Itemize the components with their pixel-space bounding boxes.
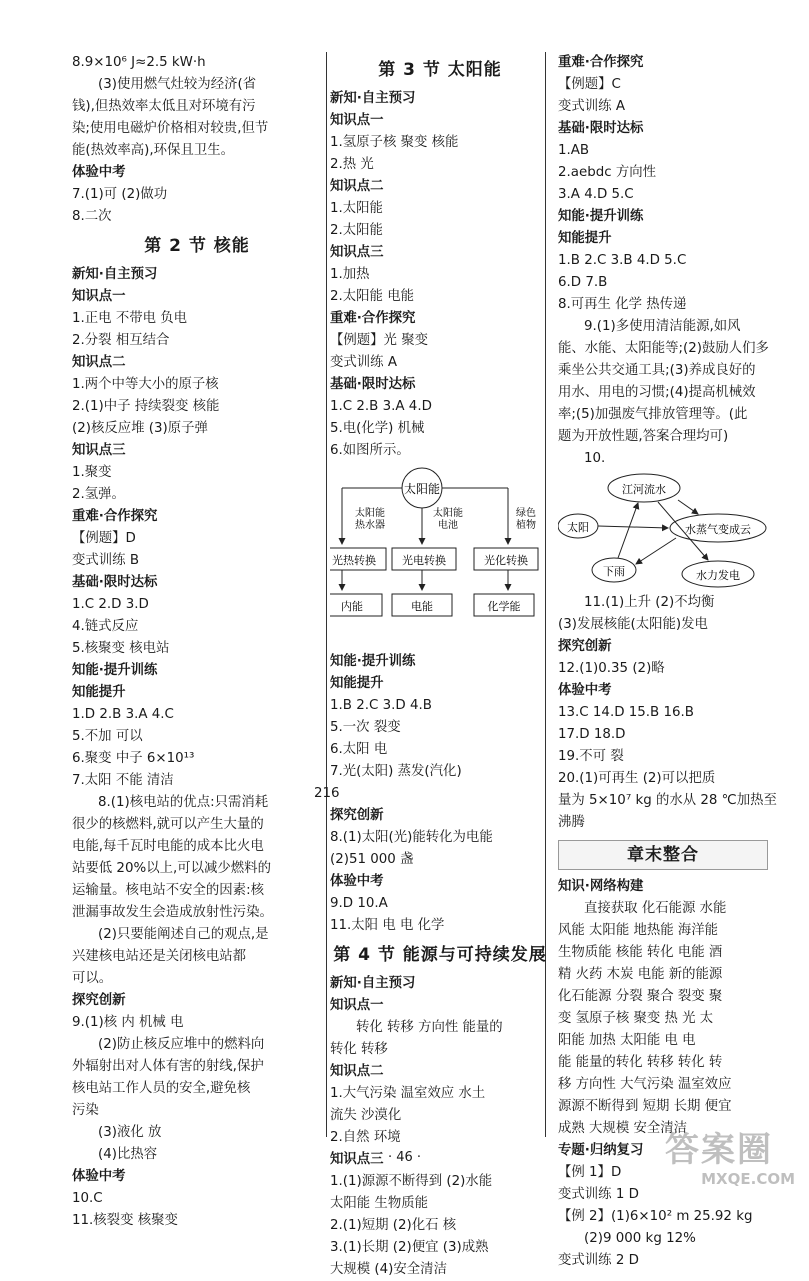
column-middle: [314, 52, 550, 1281]
answer-line: 用水、用电的习惯;(4)提高机械效: [558, 385, 756, 400]
answer-line: 5.一次 裂变: [330, 720, 401, 735]
answer-line: 8.二次: [72, 209, 112, 224]
section-heading: 知识点一: [330, 998, 384, 1013]
answer-line: (3)使用燃气灶较为经济(省: [98, 77, 257, 92]
section-heading: 知能·提升训练: [330, 654, 416, 669]
branch-label-1a: 太阳能: [355, 508, 385, 519]
answer-line: 变 氢原子核 聚变 热 光 太: [558, 1011, 714, 1026]
answer-line: 太阳能 生物质能: [330, 1196, 428, 1211]
section-heading: 体验中考: [72, 1169, 126, 1184]
answer-line: 【例 2】(1)6×10² m 25.92 kg: [558, 1209, 753, 1224]
column-left-lines: [72, 52, 322, 1232]
answer-line: 5.核聚变 核电站: [72, 641, 170, 656]
column-middle-lines-top: [330, 52, 550, 462]
answer-line: 3.(1)长期 (2)便宜 (3)成熟: [330, 1240, 489, 1255]
answer-line: 能 能量的转化 转移 转化 转: [558, 1055, 723, 1070]
answer-line: 13.C 14.D 15.B 16.B: [558, 705, 694, 720]
solar-center-label: 太阳能: [403, 482, 441, 496]
answer-line: 污染: [72, 1103, 99, 1118]
answer-line: 6.太阳 电: [330, 742, 388, 757]
answer-line: 运输量。核电站不安全的因素:核: [72, 883, 264, 898]
section-heading: 重难·合作探究: [558, 55, 644, 70]
answer-line: 1.加热: [330, 267, 370, 282]
branch-label-3b: 植物: [516, 520, 536, 531]
answer-line: 站要低 20%以上,可以减少燃料的: [72, 861, 271, 876]
node-cloud-label: 水蒸气变成云: [685, 523, 751, 536]
answer-line: 2.太阳能 电能: [330, 289, 414, 304]
answer-line: (4)比热容: [98, 1147, 158, 1162]
answer-line: 泄漏事故发生会造成放射性污染。: [72, 905, 273, 920]
answer-line: 核电站工作人员的安全,避免核: [72, 1081, 251, 1096]
answer-line: 1.氢原子核 聚变 核能: [330, 135, 459, 150]
section-heading: 专题·归纳复习: [558, 1143, 644, 1158]
node-hydro-label: 水力发电: [696, 569, 740, 582]
answer-line: 11.核裂变 核聚变: [72, 1213, 178, 1228]
answer-line: 5.电(化学) 机械: [330, 421, 425, 436]
bottom-label-1: 内能: [341, 600, 363, 613]
section-heading: 知识点三: [330, 245, 384, 260]
answer-line: 【例题】D: [72, 531, 136, 546]
section-heading: 探究创新: [72, 993, 126, 1008]
section-title: 第 3 节 太阳能: [378, 60, 502, 80]
section-heading: 知能提升: [330, 676, 384, 691]
section-heading: 知能·提升训练: [558, 209, 644, 224]
answer-line: 染;使用电磁炉价格相对较贵,但节: [72, 121, 269, 136]
answer-line: 变式训练 A: [558, 99, 625, 114]
section-heading: 基础·限时达标: [558, 121, 644, 136]
answer-line: 9.(1)多使用清洁能源,如风: [584, 319, 741, 334]
answer-line: 2.(1)中子 持续裂变 核能: [72, 399, 220, 414]
answer-line: 9.D 10.A: [330, 896, 388, 911]
answer-line: 2.aebdc 方向性: [558, 165, 657, 180]
answer-line: (3)液化 放: [98, 1125, 162, 1140]
answer-line: 可以。: [72, 971, 113, 986]
section-heading: 新知·自主预习: [330, 91, 416, 106]
answer-line: 源源不断得到 短期 长期 便宜: [558, 1099, 732, 1114]
answer-line: 大规模 (4)安全清洁: [330, 1262, 447, 1277]
mid-label-3: 光化转换: [484, 554, 528, 567]
answer-line: 7.太阳 不能 清洁: [72, 773, 174, 788]
node-rain-label: 下雨: [603, 565, 625, 578]
section-heading: 探究创新: [558, 639, 612, 654]
answer-line: 11.(1)上升 (2)不均衡: [584, 595, 715, 610]
answer-line: 能、水能、太阳能等;(2)鼓励人们多: [558, 341, 769, 356]
answer-line: (2)核反应堆 (3)原子弹: [72, 421, 208, 436]
answer-line: 乘坐公共交通工具;(3)养成良好的: [558, 363, 756, 378]
bottom-label-3: 化学能: [487, 600, 521, 613]
answer-line: 变式训练 A: [330, 355, 397, 370]
answer-line: 生物质能 核能 转化 电能 酒: [558, 945, 723, 960]
answer-line: 变式训练 B: [72, 553, 140, 568]
section-heading: 知识点一: [72, 289, 126, 304]
answer-line: 【例题】C: [558, 77, 621, 92]
answer-line: 10.C: [72, 1191, 103, 1206]
answer-line: 量为 5×10⁷ kg 的水从 28 ℃加热至: [558, 793, 777, 808]
column-divider-left: [326, 52, 327, 1137]
answer-line: 20.(1)可再生 (2)可以把质: [558, 771, 716, 786]
answer-line: 1.B 2.C 3.B 4.D 5.C: [558, 253, 687, 268]
section-heading: 知识点二: [72, 355, 126, 370]
solar-energy-diagram-svg: [330, 464, 540, 649]
answer-line: 阳能 加热 太阳能 电 电: [558, 1033, 696, 1048]
section-heading: 体验中考: [330, 874, 384, 889]
answer-line: 3.A 4.D 5.C: [558, 187, 634, 202]
mid-label-1: 光热转换: [332, 554, 376, 567]
answer-line: (2)51 000 盏: [330, 852, 414, 867]
solar-energy-diagram: [330, 464, 550, 649]
branch-label-3a: 绿色: [516, 508, 536, 519]
answer-line: 风能 太阳能 地热能 海洋能: [558, 923, 719, 938]
answer-line: (3)发展核能(太阳能)发电: [558, 617, 708, 632]
answer-line: 【例题】光 聚变: [330, 333, 428, 348]
answer-line: 【例 1】D: [558, 1165, 622, 1180]
column-middle-lines-bottom: [314, 651, 550, 1281]
answer-line: 6.如图所示。: [330, 443, 410, 458]
answer-line: 很少的核燃料,就可以产生大量的: [72, 817, 264, 832]
section-title: 章末整合: [558, 840, 768, 870]
watermark-line1: 答案圈: [665, 1130, 773, 1170]
answer-line: 216: [314, 786, 340, 801]
answer-line: 1.(1)源源不断得到 (2)水能: [330, 1174, 493, 1189]
answer-line: 4.链式反应: [72, 619, 139, 634]
answer-line: 1.聚变: [72, 465, 112, 480]
section-heading: 知能提升: [558, 231, 612, 246]
answer-line: 6.聚变 中子 6×10¹³: [72, 751, 195, 766]
node-sun-label: 太阳: [567, 521, 589, 534]
answer-line: 8.9×10⁶ J≈2.5 kW·h: [72, 55, 206, 70]
answer-line: 17.D 18.D: [558, 727, 626, 742]
section-heading: 知识点二: [330, 179, 384, 194]
section-heading: 基础·限时达标: [330, 377, 416, 392]
section-heading: 知识点一: [330, 113, 384, 128]
section-title: 第 2 节 核能: [144, 236, 250, 256]
answer-line: 1.大气污染 温室效应 水土: [330, 1086, 486, 1101]
answer-line: 9.(1)核 内 机械 电: [72, 1015, 184, 1030]
answer-line: 8.可再生 化学 热传递: [558, 297, 687, 312]
section-heading: 知识点二: [330, 1064, 384, 1079]
answer-line: 1.D 2.B 3.A 4.C: [72, 707, 174, 722]
section-heading: 基础·限时达标: [72, 575, 158, 590]
answer-line: 8.(1)核电站的优点:只需消耗: [98, 795, 269, 810]
column-right-lines-top: [558, 52, 768, 470]
water-cycle-diagram-svg: [558, 472, 768, 590]
answer-line: 外辐射出对人体有害的射线,保护: [72, 1059, 264, 1074]
branch-label-2b: 电池: [438, 520, 458, 531]
section-heading: 新知·自主预习: [330, 976, 416, 991]
answer-line: 化石能源 分裂 聚合 裂变 聚: [558, 989, 723, 1004]
section-heading: 知识点三: [330, 1152, 384, 1167]
answer-line: 成熟 大规模 安全清洁: [558, 1121, 688, 1136]
answer-line: 精 火药 木炭 电能 新的能源: [558, 967, 723, 982]
column-left: [72, 52, 322, 1232]
answer-line: (2)防止核反应堆中的燃料向: [98, 1037, 265, 1052]
section-heading: 探究创新: [330, 808, 384, 823]
answer-line: 2.热 光: [330, 157, 374, 172]
answer-line: 2.自然 环境: [330, 1130, 401, 1145]
answer-line: 2.氢弹。: [72, 487, 125, 502]
answer-line: 电能,每千瓦时电能的成本比火电: [72, 839, 264, 854]
answer-line: 5.不加 可以: [72, 729, 143, 744]
answer-line: 1.C 2.D 3.D: [72, 597, 149, 612]
bottom-label-2: 电能: [411, 600, 433, 613]
answer-line: 11.太阳 电 电 化学: [330, 918, 445, 933]
column-right: [558, 52, 777, 1272]
answer-line: 8.(1)太阳(光)能转化为电能: [330, 830, 493, 845]
water-cycle-diagram: [558, 472, 768, 590]
answer-line: 12.(1)0.35 (2)略: [558, 661, 665, 676]
answer-line: 10.: [584, 451, 606, 466]
watermark-logo: [665, 1130, 795, 1192]
section-heading: 知能·提升训练: [72, 663, 158, 678]
answer-line: 1.太阳能: [330, 201, 383, 216]
answer-line: (2)只要能阐述自己的观点,是: [98, 927, 269, 942]
node-river-label: 江河流水: [622, 483, 666, 496]
answer-line: 1.B 2.C 3.D 4.B: [330, 698, 432, 713]
answer-line: 1.两个中等大小的原子核: [72, 377, 219, 392]
answer-line: 2.太阳能: [330, 223, 383, 238]
answer-line: 6.D 7.B: [558, 275, 608, 290]
branch-label-2a: 太阳能: [433, 508, 463, 519]
answer-line: 19.不可 裂: [558, 749, 624, 764]
answer-line: 转化 转移: [330, 1042, 388, 1057]
answer-line: 1.C 2.B 3.A 4.D: [330, 399, 432, 414]
answer-line: 7.光(太阳) 蒸发(汽化): [330, 764, 462, 779]
section-heading: 重难·合作探究: [72, 509, 158, 524]
answer-line: 1.正电 不带电 负电: [72, 311, 188, 326]
answer-line: 1.AB: [558, 143, 590, 158]
section-heading: 知识点三: [72, 443, 126, 458]
section-heading: 体验中考: [558, 683, 612, 698]
answer-line: 直接获取 化石能源 水能: [584, 901, 727, 916]
answer-line: 兴建核电站还是关闭核电站都: [72, 949, 247, 964]
section-heading: 知识·网络构建: [558, 879, 644, 894]
answer-line: 题为开放性题,答案合理均可): [558, 429, 729, 444]
page-number: · 46 ·: [387, 1150, 422, 1165]
answer-line: 钱),但热效率太低且对环境有污: [72, 99, 256, 114]
section-heading: 体验中考: [72, 165, 126, 180]
answer-line: 转化 转移 方向性 能量的: [356, 1020, 503, 1035]
answer-line: 变式训练 2 D: [558, 1253, 639, 1268]
mid-label-2: 光电转换: [402, 554, 446, 567]
answer-line: (2)9 000 kg 12%: [584, 1231, 696, 1246]
section-title: 第 4 节 能源与可持续发展: [333, 945, 547, 965]
section-heading: 重难·合作探究: [330, 311, 416, 326]
answer-line: 2.(1)短期 (2)化石 核: [330, 1218, 457, 1233]
answer-line: 沸腾: [558, 815, 585, 830]
answer-line: 流失 沙漠化: [330, 1108, 402, 1123]
branch-label-1b: 热水器: [355, 520, 385, 531]
watermark-line2: MXQE.COM: [701, 1170, 795, 1188]
answer-line: 能(热效率高),环保且卫生。: [72, 143, 235, 158]
section-heading: 新知·自主预习: [72, 267, 158, 282]
answer-line: 7.(1)可 (2)做功: [72, 187, 168, 202]
answer-line: 率;(5)加强废气排放管理等。(此: [558, 407, 748, 422]
section-heading: 知能提升: [72, 685, 126, 700]
answer-line: 2.分裂 相互结合: [72, 333, 170, 348]
answer-line: 变式训练 1 D: [558, 1187, 639, 1202]
answer-line: 移 方向性 大气污染 温室效应: [558, 1077, 732, 1092]
